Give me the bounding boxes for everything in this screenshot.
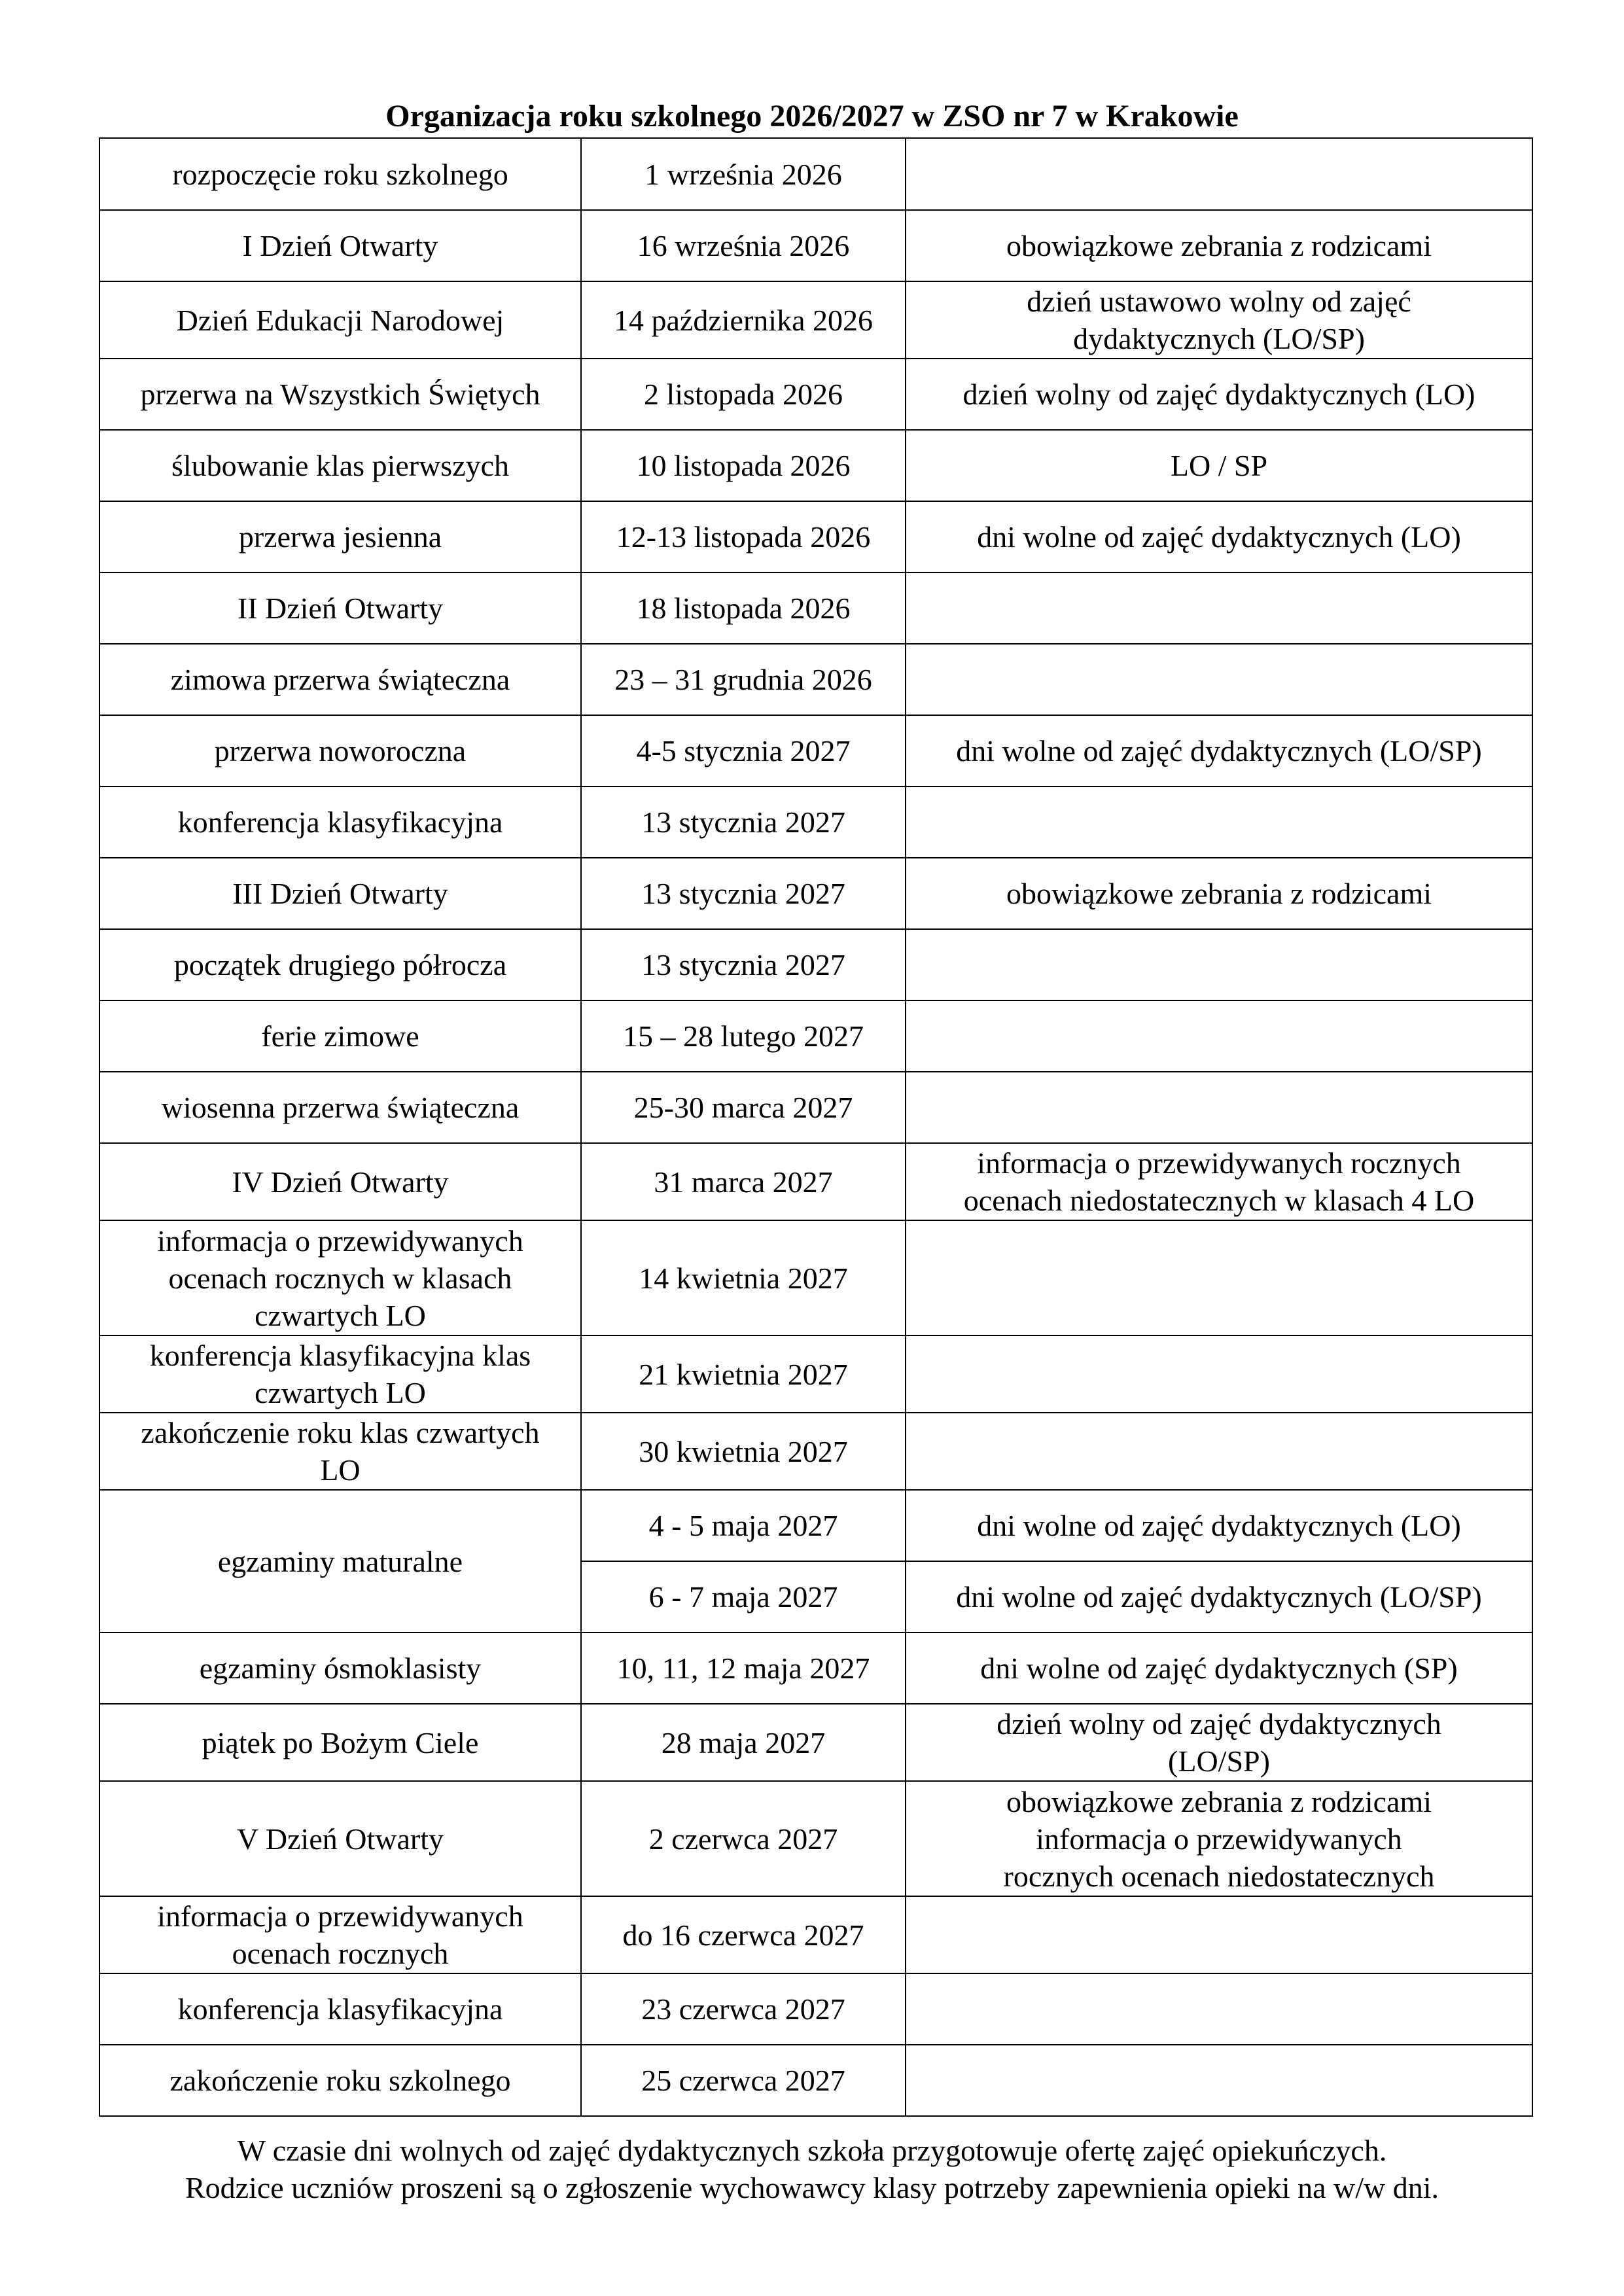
table-row <box>99 1072 1532 1143</box>
table-row <box>99 1413 1532 1490</box>
date-cell: 2 listopada 2026 <box>581 359 906 430</box>
date-cell: 10, 11, 12 maja 2027 <box>581 1633 906 1704</box>
date-cell: 30 kwietnia 2027 <box>581 1413 906 1490</box>
event-cell: konferencja klasyfikacyjna <box>99 786 581 858</box>
event-cell: egzaminy maturalne <box>99 1490 581 1633</box>
date-cell: 21 kwietnia 2027 <box>581 1335 906 1413</box>
note-cell <box>906 786 1532 858</box>
event-cell: konferencja klasyfikacyjna <box>99 1973 581 2045</box>
note-cell: dni wolne od zajęć dydaktycznych (LO/SP) <box>906 1561 1532 1633</box>
event-cell: piątek po Bożym Ciele <box>99 1704 581 1781</box>
event-cell: I Dzień Otwarty <box>99 210 581 281</box>
footer-note <box>0 2132 1624 2206</box>
date-cell: 14 października 2026 <box>581 281 906 359</box>
note-cell <box>906 1072 1532 1143</box>
event-cell: informacja o przewidywanych ocenach rocznych w klasach czwartych LO <box>99 1220 581 1335</box>
date-cell: do 16 czerwca 2027 <box>581 1896 906 1973</box>
date-cell: 2 czerwca 2027 <box>581 1781 906 1896</box>
table-row <box>99 1633 1532 1704</box>
table-row <box>99 1973 1532 2045</box>
date-cell: 16 września 2026 <box>581 210 906 281</box>
page-title: Organizacja roku szkolnego 2026/2027 w ZSO nr 7 w Krakowie <box>385 99 1239 133</box>
note-cell: dzień wolny od zajęć dydaktycznych (LO) <box>906 359 1532 430</box>
table-row <box>99 573 1532 644</box>
table-row <box>99 359 1532 430</box>
event-cell: przerwa na Wszystkich Świętych <box>99 359 581 430</box>
event-cell: II Dzień Otwarty <box>99 573 581 644</box>
note-cell: obowiązkowe zebrania z rodzicami <box>906 858 1532 929</box>
event-cell: konferencja klasyfikacyjna klas czwartych LO <box>99 1335 581 1413</box>
note-cell <box>906 929 1532 1000</box>
table-row <box>99 1220 1532 1335</box>
table-row <box>99 281 1532 359</box>
table-row <box>99 210 1532 281</box>
note-cell <box>906 138 1532 210</box>
date-cell: 13 stycznia 2027 <box>581 858 906 929</box>
note-cell: dzień wolny od zajęć dydaktycznych (LO/SP) <box>906 1704 1532 1781</box>
date-cell: 6 - 7 maja 2027 <box>581 1561 906 1633</box>
note-cell <box>906 2045 1532 2116</box>
table-row <box>99 715 1532 786</box>
schedule-table <box>99 137 1533 2117</box>
event-cell: przerwa noworoczna <box>99 715 581 786</box>
date-cell: 23 czerwca 2027 <box>581 1973 906 2045</box>
table-row <box>99 1143 1532 1220</box>
note-cell <box>906 1896 1532 1973</box>
note-cell: LO / SP <box>906 430 1532 501</box>
date-cell: 4 - 5 maja 2027 <box>581 1490 906 1561</box>
event-cell: rozpoczęcie roku szkolnego <box>99 138 581 210</box>
table-row <box>99 929 1532 1000</box>
table-row <box>99 1335 1532 1413</box>
note-cell <box>906 1973 1532 2045</box>
note-cell <box>906 1413 1532 1490</box>
table-row <box>99 786 1532 858</box>
date-cell: 23 – 31 grudnia 2026 <box>581 644 906 715</box>
date-cell: 12-13 listopada 2026 <box>581 501 906 573</box>
table-row <box>99 430 1532 501</box>
event-cell: wiosenna przerwa świąteczna <box>99 1072 581 1143</box>
event-cell: egzaminy ósmoklasisty <box>99 1633 581 1704</box>
date-cell: 1 września 2026 <box>581 138 906 210</box>
footer-line-1: W czasie dni wolnych od zajęć dydaktycznych szkoła przygotowuje ofertę zajęć opiekuńczych. <box>237 2134 1387 2167</box>
note-cell <box>906 573 1532 644</box>
note-cell <box>906 644 1532 715</box>
table-row <box>99 1896 1532 1973</box>
date-cell: 10 listopada 2026 <box>581 430 906 501</box>
note-cell: obowiązkowe zebrania z rodzicami <box>906 210 1532 281</box>
note-cell <box>906 1335 1532 1413</box>
table-row <box>99 2045 1532 2116</box>
date-cell: 4-5 stycznia 2027 <box>581 715 906 786</box>
event-cell: IV Dzień Otwarty <box>99 1143 581 1220</box>
date-cell: 15 – 28 lutego 2027 <box>581 1000 906 1072</box>
table-row <box>99 138 1532 210</box>
note-cell <box>906 1000 1532 1072</box>
date-cell: 25-30 marca 2027 <box>581 1072 906 1143</box>
footer-line-2: Rodzice uczniów proszeni są o zgłoszenie wychowawcy klasy potrzeby zapewnienia opieki na w/w dni. <box>185 2171 1439 2204</box>
note-cell: informacja o przewidywanych rocznych ocenach niedostatecznych w klasach 4 LO <box>906 1143 1532 1220</box>
note-cell: dni wolne od zajęć dydaktycznych (LO/SP) <box>906 715 1532 786</box>
table-row <box>99 501 1532 573</box>
event-cell: ślubowanie klas pierwszych <box>99 430 581 501</box>
note-cell: obowiązkowe zebrania z rodzicami informacja o przewidywanych rocznych ocenach niedostatecznych <box>906 1781 1532 1896</box>
note-cell: dni wolne od zajęć dydaktycznych (LO) <box>906 1490 1532 1561</box>
event-cell: informacja o przewidywanych ocenach rocznych <box>99 1896 581 1973</box>
event-cell: przerwa jesienna <box>99 501 581 573</box>
date-cell: 31 marca 2027 <box>581 1143 906 1220</box>
event-cell: V Dzień Otwarty <box>99 1781 581 1896</box>
event-cell: Dzień Edukacji Narodowej <box>99 281 581 359</box>
date-cell: 18 listopada 2026 <box>581 573 906 644</box>
note-cell: dzień ustawowo wolny od zajęć dydaktycznych (LO/SP) <box>906 281 1532 359</box>
table-row <box>99 858 1532 929</box>
table-row <box>99 1490 1532 1561</box>
date-cell: 25 czerwca 2027 <box>581 2045 906 2116</box>
note-cell: dni wolne od zajęć dydaktycznych (LO) <box>906 501 1532 573</box>
event-cell: zimowa przerwa świąteczna <box>99 644 581 715</box>
date-cell: 14 kwietnia 2027 <box>581 1220 906 1335</box>
note-cell: dni wolne od zajęć dydaktycznych (SP) <box>906 1633 1532 1704</box>
table-row <box>99 644 1532 715</box>
event-cell: zakończenie roku szkolnego <box>99 2045 581 2116</box>
date-cell: 28 maja 2027 <box>581 1704 906 1781</box>
event-cell: ferie zimowe <box>99 1000 581 1072</box>
event-cell: początek drugiego półrocza <box>99 929 581 1000</box>
table-row <box>99 1000 1532 1072</box>
event-cell: III Dzień Otwarty <box>99 858 581 929</box>
event-cell: zakończenie roku klas czwartych LO <box>99 1413 581 1490</box>
table-row <box>99 1781 1532 1896</box>
table-row <box>99 1704 1532 1781</box>
date-cell: 13 stycznia 2027 <box>581 929 906 1000</box>
note-cell <box>906 1220 1532 1335</box>
date-cell: 13 stycznia 2027 <box>581 786 906 858</box>
